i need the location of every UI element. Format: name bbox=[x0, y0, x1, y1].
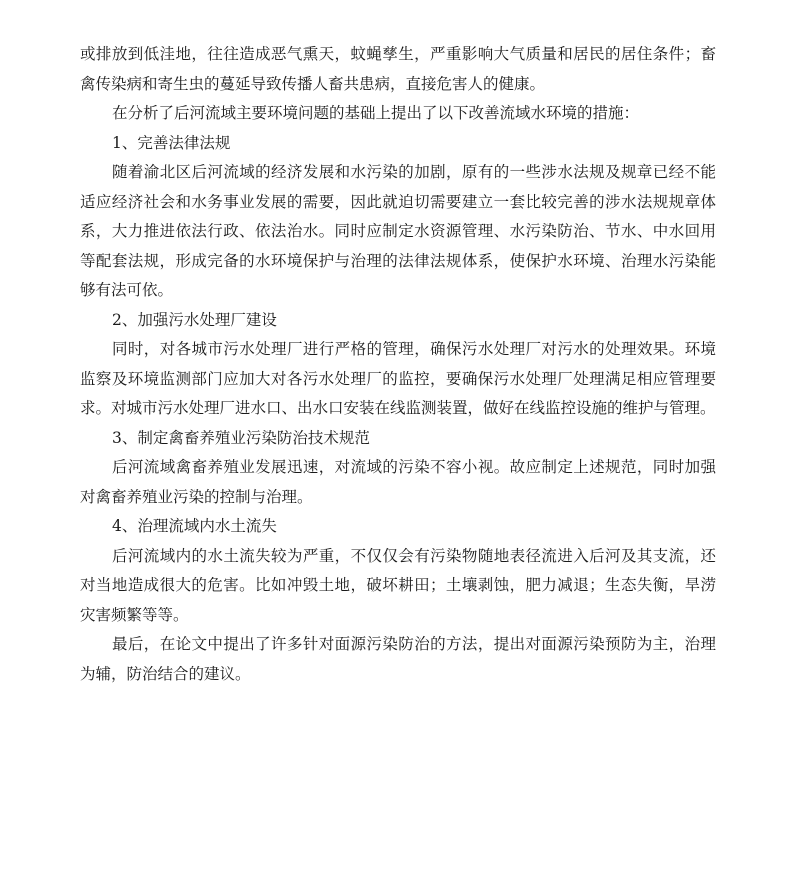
paragraph-line: 禽传染病和寄生虫的蔓延导致传播人畜共患病，直接危害人的健康。 bbox=[80, 74, 546, 93]
section-heading bbox=[80, 129, 716, 159]
paragraph-line: 监察及环境监测部门应加大对各污水处理厂的监控，要确保污水处理厂处理满足相应管理要 bbox=[80, 369, 716, 388]
paragraph-line: 适应经济社会和水务事业发展的需要，因此就迫切需要建立一套比较完善的涉水法规规章体 bbox=[80, 192, 716, 211]
body-paragraph bbox=[80, 158, 716, 306]
body-paragraph bbox=[80, 40, 716, 99]
section-heading bbox=[80, 424, 716, 454]
paragraph-line: 或排放到低洼地，往往造成恶气熏天，蚊蝇孳生，严重影响大气质量和居民的居住条件；畜 bbox=[80, 45, 716, 63]
paragraph-line: 够有法可依。 bbox=[80, 281, 174, 299]
document-body bbox=[80, 40, 716, 689]
heading-text: 3、制定禽畜养殖业污染防治技术规范 bbox=[112, 428, 370, 447]
paragraph-line: 求。对城市污水处理厂进水口、出水口安装在线监测装置，做好在线监控设施的维护与管理。 bbox=[80, 399, 716, 417]
paragraph-line: 对当地造成很大的危害。比如冲毁土地，破坏耕田；土壤剥蚀，肥力减退；生态失衡，旱涝 bbox=[80, 576, 716, 594]
paragraph-line: 随着渝北区后河流域的经济发展和水污染的加剧，原有的一些涉水法规及规章已经不能 bbox=[112, 163, 716, 181]
heading-text: 1、完善法律法规 bbox=[112, 133, 231, 152]
heading-text: 4、治理流域内水土流失 bbox=[112, 517, 277, 535]
paragraph-line: 后河流域内的水土流失较为严重，不仅仅会有污染物随地表径流进入后河及其支流，还 bbox=[112, 546, 716, 565]
section-heading bbox=[80, 512, 716, 542]
paragraph-line: 在分析了后河流域主要环境问题的基础上提出了以下改善流域水环境的措施： bbox=[112, 104, 640, 122]
body-paragraph bbox=[80, 99, 716, 129]
section-heading bbox=[80, 306, 716, 336]
paragraph-line: 后河流域禽畜养殖业发展迅速，对流域的污染不容小视。故应制定上述规范，同时加强 bbox=[112, 458, 716, 476]
heading-text: 2、加强污水处理厂建设 bbox=[112, 310, 277, 329]
paragraph-line: 系，大力推进依法行政、依法治水。同时应制定水资源管理、水污染防治、节水、中水回用 bbox=[80, 222, 716, 240]
body-paragraph bbox=[80, 542, 716, 631]
paragraph-line: 对禽畜养殖业污染的控制与治理。 bbox=[80, 487, 313, 506]
body-paragraph bbox=[80, 453, 716, 512]
body-paragraph bbox=[80, 630, 716, 689]
paragraph-line: 灾害频繁等等。 bbox=[80, 605, 189, 624]
paragraph-line: 等配套法规，形成完备的水环境保护与治理的法律法规体系，使保护水环境、治理水污染能 bbox=[80, 251, 716, 270]
paragraph-line: 最后，在论文中提出了许多针对面源污染防治的方法，提出对面源污染预防为主，治理 bbox=[112, 635, 716, 653]
paragraph-line: 同时，对各城市污水处理厂进行严格的管理，确保污水处理厂对污水的处理效果。环境 bbox=[112, 340, 716, 358]
body-paragraph bbox=[80, 335, 716, 424]
paragraph-line: 为辅，防治结合的建议。 bbox=[80, 664, 251, 683]
